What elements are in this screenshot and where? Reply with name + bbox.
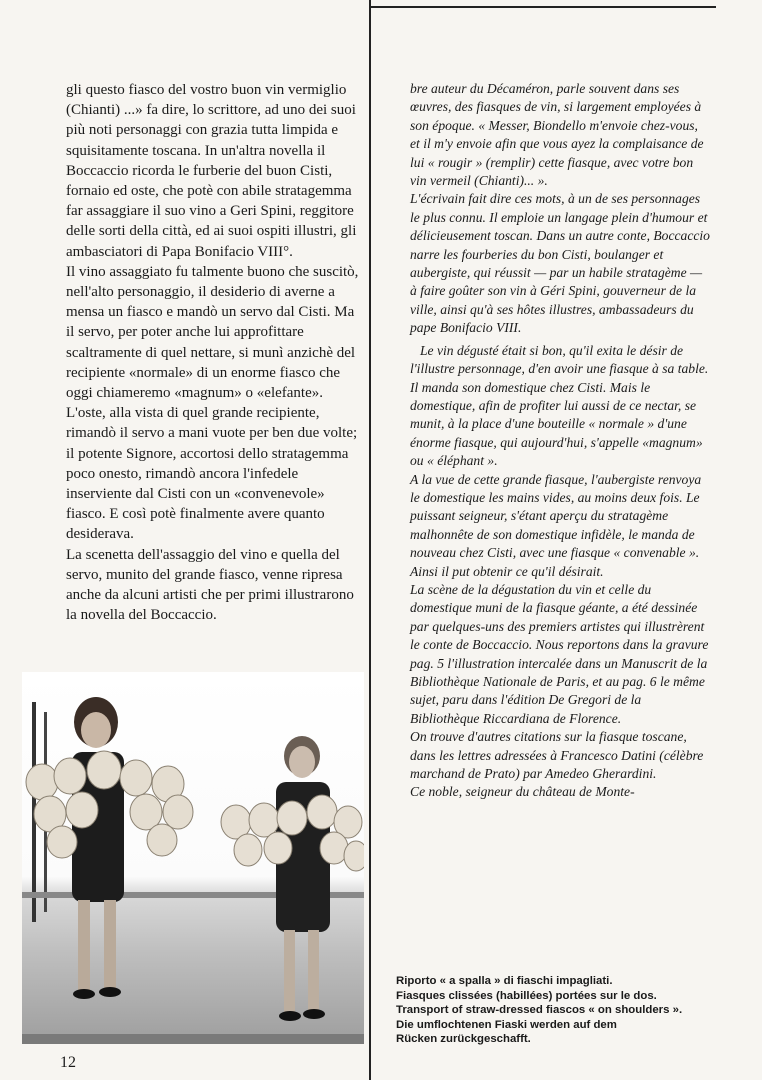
italian-paragraph: L'oste, alla vista di quel grande recipiente, rimandò il servo a mani vuote per ben due volte; il potente Signore, accortosi dello stratagemma poco onesto, rimandò ancora l'infedele inserviente dal Cisti con un «convenevole» fiasco. E così potè finalmente avere quanto desiderava. xyxy=(66,405,358,543)
caption-line-german-cont: Rücken zurückgeschafft. xyxy=(396,1033,531,1046)
ground-edge xyxy=(22,1034,364,1044)
woman-left xyxy=(72,697,124,999)
italian-paragraph: Il vino assaggiato fu talmente buono che suscitò, nell'alto personaggio, il desiderio di averne a mensa un fiasco e mandò un servo dal Cisti. Ma il servo, per poter anche lui approfittare scaltramente di quel nettare, si munì anzichè del recipiente «normale» di un enorme fiasco che oggi chiameremo «magnum» o «elefante». xyxy=(66,263,359,402)
photo-illustration xyxy=(22,672,364,1044)
photo-women-carrying-fiaschi xyxy=(22,672,364,1044)
top-rule xyxy=(370,6,716,8)
french-paragraph: La scène de la dégustation du vin et celle du domestique muni de la fiasque géante, a été dessinée par quelques-uns des premiers artistes qui illustrèrent le conte de Boccaccio. Nous reportons dans la gravure pag. 5 l'illustration intercalée dans un Manuscrit de la Bibliothèque Nationale de Paris, et au pag. 6 le même sujet, paru dans l'édition De Gregori de la Bibliothèque Riccardiana de Florence. xyxy=(410,581,709,726)
italian-paragraph: La scenetta dell'assaggio del vino e quella del servo, munito del grande fiasco, venne ripresa anche da alcuni artisti che per primi illustrarono la novella del Boccaccio. xyxy=(66,546,354,624)
french-paragraph: Le vin dégusté était si bon, qu'il exita le désir de l'illustre personnage, d'en avoir une fiasque à sa table. xyxy=(410,342,709,377)
column-divider xyxy=(369,0,371,1080)
french-paragraph: A la vue de cette grande fiasque, l'aubergiste renvoya le domestique les mains vides, au moins deux fois. Le puissant seigneur, s'étant aperçu du stratagème malhonnête de son domestique infidèle, le manda de nouveau chez Cisti, avec une fiasque « convenable ». Ainsi il put obtenir ce qu'il désirait. xyxy=(410,471,702,579)
french-paragraph: Il manda son domestique chez Cisti. Mais le domestique, afin de profiter lui aussi de ce nectar, se munit, à la place d'une bouteille « normale » d'une énorme fiasque, qui aujourd'hui, s'appelle «magnum» ou « éléphant ». xyxy=(410,379,703,469)
caption-line-french: Fiasques clissées (habillées) portées sur le dos. xyxy=(396,989,657,1002)
photo-caption xyxy=(396,974,726,1047)
french-paragraph: On trouve d'autres citations sur la fiasque toscane, dans les lettres adressées à Francesco Datini (célèbre marchand de Prato) par Amedeo Gherardini. xyxy=(410,729,704,782)
caption-line-italian: Riporto « a spalla » di fiaschi impagliati. xyxy=(396,975,613,987)
page-number: 12 xyxy=(60,1054,76,1071)
french-paragraph: bre auteur du Décaméron, parle souvent dans ses œuvres, des fiasques de vin, si largement employées à son époque. « Messer, Biondello m'envoie chez-vous, et il m'y envoie afin que vous ayez la complaisance de lui « rougir » (remplir) cette fiasque, avec votre bon vin vermeil (Chianti)... ». xyxy=(410,81,704,189)
italian-text-column xyxy=(66,80,362,625)
caption-line-german: Die umflochtenen Fiaski werden auf dem xyxy=(396,1018,617,1031)
woman-right xyxy=(276,736,330,1021)
french-paragraph: L'écrivain fait dire ces mots, à un de ses personnages le plus connu. Il emploie un langage plein d'humour et délicieusement toscan. Dans un autre conte, Boccaccio narre les fourberies du bon Cisti, boulanger et aubergiste, qui réussit — par un habile stratagème — à faire goûter son vin à Géri Spini, gouverneur de la ville, ainsi qu'à ses hôtes illustres, ambassadeurs du pape Bonifacio VIII. xyxy=(410,191,710,336)
french-text-column xyxy=(410,80,710,802)
french-paragraph: Ce noble, seigneur du château de Monte- xyxy=(410,784,635,800)
caption-line-english: Transport of straw-dressed fiascos « on shoulders ». xyxy=(396,1004,683,1017)
italian-paragraph: gli questo fiasco del vostro buon vin vermiglio (Chianti) ...» fa dire, lo scrittore, ad uno dei suoi più noti personaggi con grazia tutta limpida e squisitamente toscana. In un'altra novella il Boccaccio ricorda le furberie del buon Cisti, fornaio ed oste, che potè con abile stratagemma far assaggiare il suo vino a Geri Spini, reggitore delle sorti della città, ed ai suoi ospiti illustri, gli ambasciatori di Papa Bonifacio VIII°. xyxy=(66,82,357,260)
